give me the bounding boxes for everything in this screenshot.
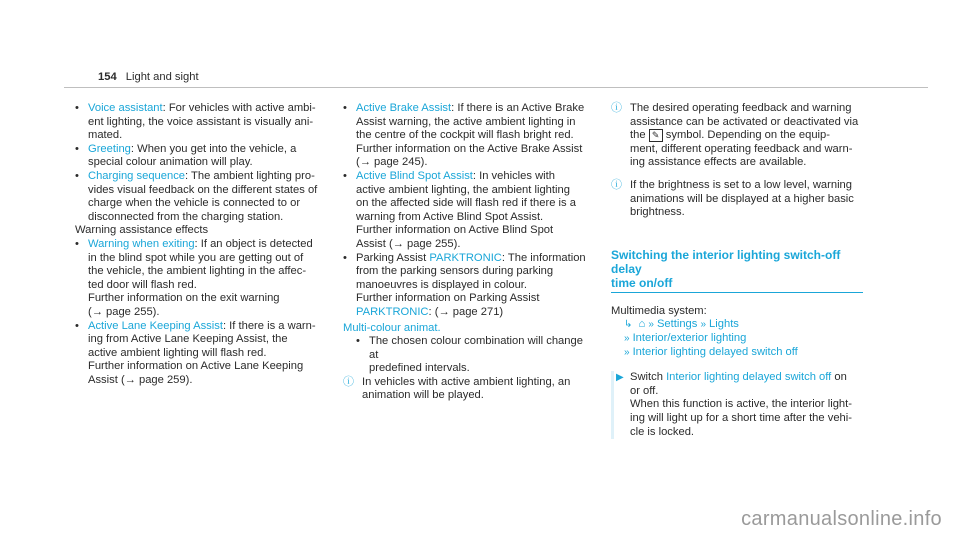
column-1	[75, 102, 325, 387]
header-rule	[64, 87, 928, 88]
return-arrow-icon: ↳	[624, 319, 633, 331]
page-ref[interactable]: (→ page 245).	[356, 156, 428, 169]
page-ref[interactable]: Assist (→ page 255).	[356, 237, 461, 250]
list-item: • Active Blind Spot Assist: In vehicles with active ambient lighting, the ambient lighting on the affected side will flash red if there is a warning from Active Blind Spot Assist. Further information on Active Blind Spot Assist (→ page 255).	[343, 170, 593, 252]
parktronic-link[interactable]: PARKTRONIC	[356, 305, 429, 318]
active-lane-keeping-assist-link[interactable]: Active Lane Keeping Assist	[88, 319, 223, 332]
nav-path	[611, 318, 871, 332]
step-arrow-icon: ▶	[616, 372, 624, 384]
nav-interior-exterior-lighting[interactable]: Interior/exterior lighting	[632, 331, 747, 344]
warning-when-exiting-link[interactable]: Warning when exiting	[88, 237, 195, 250]
list-item: • Active Brake Assist: If there is an Active Brake Assist warning, the active ambient lighting in the centre of the cockpit will flash bright red. Further information on the Active Brake Assist (→ page 245).	[343, 102, 593, 170]
nav-settings[interactable]: Settings	[656, 318, 698, 331]
list-item: • Warning when exiting: If an object is detected in the blind spot while you are getting out of the vehicle, the ambient lighting in the affec- ted door will flash red. Further information on the exit warning (→ page 255).	[75, 238, 325, 320]
column-2	[343, 102, 593, 403]
section-title: Light and sight	[125, 71, 199, 83]
watermark: carmanualsonline.info	[741, 508, 942, 531]
chevron-right-icon: »	[624, 332, 630, 344]
nav-path	[611, 332, 871, 346]
multi-colour-heading: Multi-colour animat.	[343, 321, 441, 334]
list-item: • Greeting: When you get into the vehicle, a special colour animation will play.	[75, 143, 325, 170]
chevron-right-icon: »	[624, 346, 630, 358]
voice-assistant-link[interactable]: Voice assistant	[88, 102, 163, 114]
page-number: 154	[98, 71, 117, 83]
list-item: • Charging sequence: The ambient lighting pro- vides visual feedback on the different states of charge when the vehicle is connected to or disconnected from the charging station.	[75, 170, 325, 224]
note: ⓘ If the brightness is set to a low level, warning animations will be displayed at a higher basic brightness.	[611, 178, 854, 219]
list-item: • The chosen colour combination will change at predefined intervals.	[356, 335, 593, 376]
page-ref[interactable]: (→ page 255).	[88, 305, 160, 318]
multimedia-label: Multimedia system:	[611, 304, 707, 317]
nav-interior-lighting-delayed-switch-off[interactable]: Interior lighting delayed switch off	[632, 345, 798, 358]
note: ⓘ In vehicles with active ambient lighting, an animation will be played.	[343, 375, 571, 402]
charging-sequence-link[interactable]: Charging sequence	[88, 169, 186, 182]
list-item: • Active Lane Keeping Assist: If there is a warn- ing from Active Lane Keeping Assist, the active ambient lighting will flash red. Further information on Active Lane Keeping Assist (→ page 259).	[75, 320, 325, 388]
column-3	[611, 102, 871, 439]
interior-lighting-delayed-switch-off-link[interactable]: Interior lighting delayed switch off	[666, 371, 832, 384]
step: ▶ Switch Interior lighting delayed switch off on or off. When this function is active, the interior light- ing will light up for a short time after the vehi- cle is locked.	[611, 371, 871, 439]
warning-heading: Warning assistance effects	[75, 224, 209, 237]
note: ⓘ The desired operating feedback and warning assistance can be activated or deactivated via the ✎ symbol. Depending on the equip- ment, different operating feedback and warn- ing assistance effects are available.	[611, 102, 859, 169]
nav-path	[611, 346, 871, 360]
page-ref[interactable]: Assist (→ page 259).	[88, 373, 193, 386]
active-blind-spot-assist-link[interactable]: Active Blind Spot Assist	[356, 169, 473, 182]
list-item: • Parking Assist PARKTRONIC: The information from the parking sensors during parking manoeuvres is displayed in colour. Further information on Parking Assist PARKTRONIC: (→ page 271)	[343, 252, 593, 320]
info-icon: ⓘ	[343, 375, 354, 388]
parktronic-link[interactable]: PARKTRONIC	[429, 251, 502, 264]
page-header	[98, 71, 199, 85]
active-brake-assist-link[interactable]: Active Brake Assist	[356, 102, 452, 114]
list-item: • Voice assistant: For vehicles with active ambi- ent lighting, the voice assistant is visually ani- mated.	[75, 102, 325, 143]
page-ref[interactable]: : (→ page 271)	[428, 305, 504, 318]
chevron-right-icon: »	[648, 319, 654, 331]
greeting-link[interactable]: Greeting	[88, 142, 131, 155]
info-icon: ⓘ	[611, 102, 622, 114]
home-icon[interactable]: ⌂	[638, 318, 646, 331]
nav-lights[interactable]: Lights	[709, 318, 739, 331]
info-icon: ⓘ	[611, 178, 622, 191]
section-heading: Switching the interior lighting switch-off delay time on/off	[611, 248, 863, 293]
chevron-right-icon: »	[700, 319, 707, 331]
pencil-icon: ✎	[649, 129, 663, 142]
